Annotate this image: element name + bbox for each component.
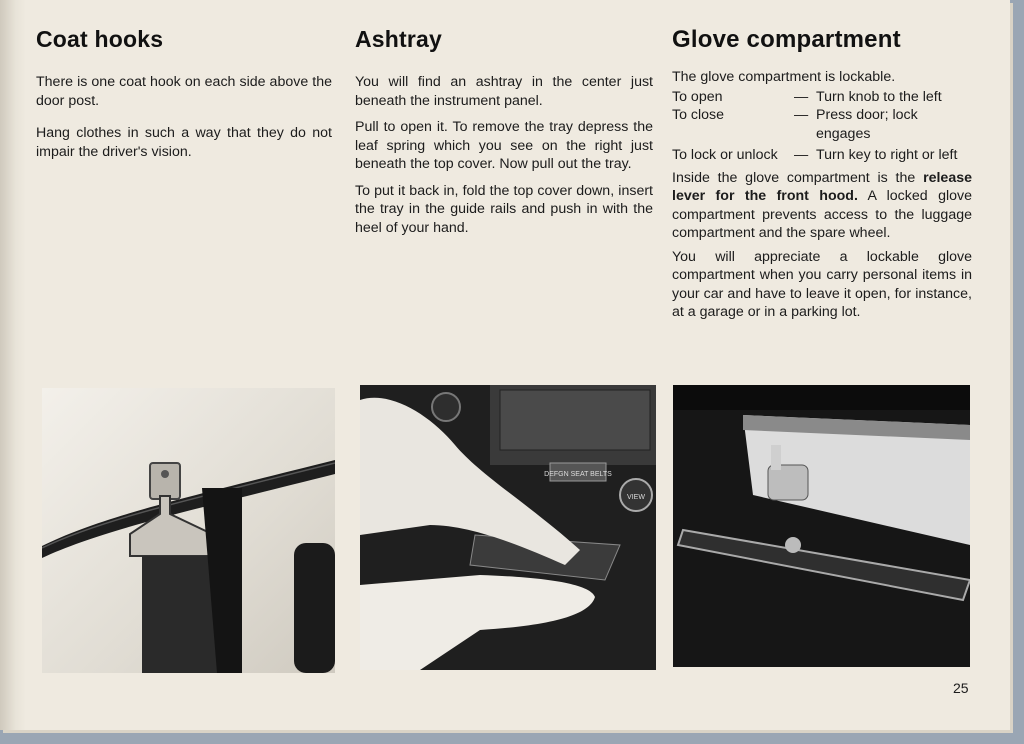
coat-hooks-paragraph-1: There is one coat hook on each side above the door post.	[36, 74, 332, 109]
ashtray-photo	[360, 385, 656, 670]
instruction-dash: —	[794, 107, 809, 123]
instruction-row-lock	[672, 146, 972, 165]
ashtray-paragraph-2: Pull to open it. To remove the tray depress the leaf spring which you see on the right just beneath the top cover. Now pull out the tray.	[355, 119, 653, 172]
release-lever-emphasis: release lever for the front hood.	[672, 169, 972, 204]
instruction-key: To lock or unlock	[672, 147, 778, 163]
ashtray-paragraph-3: To put it back in, fold the top cover down, insert the tray in the guide rails and push in with the heel of your hand.	[355, 182, 653, 236]
ashtray-heading: Ashtray	[355, 26, 443, 52]
seat-belt-button-label: DEFGN SEAT BELTS	[544, 471, 612, 478]
instruction-value: Turn key to right or left	[816, 147, 958, 163]
coat-hooks-heading: Coat hooks	[36, 26, 164, 52]
page-gutter	[0, 0, 26, 730]
glove-appreciate-paragraph: You will appreciate a lockable glove compartment when you carry personal items in your car and have to leave it open, for instance, at a garage or in a parking lot.	[672, 248, 972, 320]
instruction-dash: —	[794, 88, 809, 105]
instruction-value: Turn knob to the left	[816, 88, 942, 105]
coat-hook-photo	[42, 388, 335, 673]
instruction-key: To close	[672, 107, 725, 123]
glove-compartment-section	[672, 26, 972, 327]
coat-hooks-section	[36, 26, 332, 175]
glove-inside-text-2: A locked glove compartment prevents access to the luggage compartment and the spare wheel.	[672, 188, 972, 241]
glove-intro: The glove compartment is lockable.	[672, 69, 896, 85]
ashtray-section	[355, 26, 653, 245]
instruction-key: To open	[672, 88, 723, 105]
page-number: 25	[953, 680, 969, 696]
coat-hooks-paragraph-2: Hang clothes in such a way that they do not impair the driver's vision.	[36, 125, 332, 160]
ashtray-paragraph-1: You will find an ashtray in the center just beneath the instrument panel.	[355, 74, 653, 109]
knob-label: VIEW	[627, 494, 645, 501]
instruction-value: Press door; lock engages	[816, 107, 918, 142]
glove-inside-text-1: Inside the glove compartment is the	[672, 169, 924, 186]
glove-compartment-heading: Glove compartment	[672, 26, 901, 53]
glove-compartment-photo	[673, 385, 970, 667]
instruction-dash: —	[794, 147, 809, 163]
instruction-row-close	[672, 106, 972, 143]
glove-inside-paragraph	[672, 169, 972, 243]
instruction-row-open	[672, 88, 972, 107]
